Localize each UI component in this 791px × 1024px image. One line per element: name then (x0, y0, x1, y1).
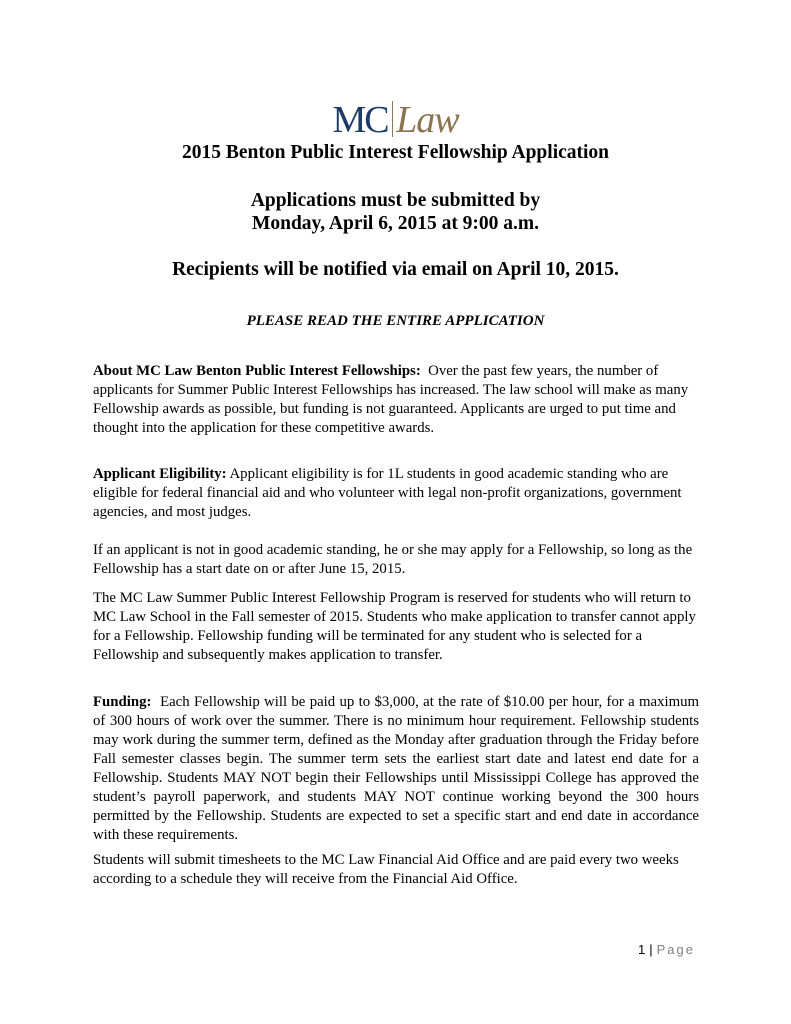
notification-line: Recipients will be notified via email on April 10, 2015. (172, 259, 619, 280)
funding-paragraph-2: Students will submit timesheets to the MC Law Financial Aid Office and are paid every two weeks according to a schedule they will receive from the Financial Aid Office. (93, 852, 679, 887)
funding-heading: Funding: (93, 694, 152, 710)
logo-mc-text: MC (332, 99, 388, 141)
page-number: 1 (638, 942, 646, 957)
eligibility-paragraph-3: The MC Law Summer Public Interest Fellowship Program is reserved for students who will return to MC Law School in the Fall semester of 2015. Students who make application to transfer cannot apply for a Fellowship. Fellowship funding will be terminated for any student who is selected for a Fellowship and subsequently makes application to transfer. (93, 590, 696, 663)
page-label: Page (656, 942, 695, 957)
about-paragraph (93, 362, 699, 438)
eligibility-paragraph (93, 465, 699, 522)
eligibility-text: Applicant eligibility is for 1L students in good academic standing who are eligible for federal financial aid and who volunteer with legal non-profit organizations, government agencies, and most judges. (93, 466, 682, 520)
eligibility-heading: Applicant Eligibility: (93, 466, 227, 482)
logo-divider (392, 101, 394, 137)
page-footer (638, 942, 695, 957)
deadline-line-1: Applications must be submitted by (250, 190, 541, 211)
read-notice: PLEASE READ THE ENTIRE APPLICATION (246, 313, 545, 329)
funding-paragraph (93, 693, 699, 845)
about-heading: About MC Law Benton Public Interest Fellowships: (93, 363, 421, 379)
logo-law-text: Law (396, 99, 459, 141)
deadline-line-2: Monday, April 6, 2015 at 9:00 a.m. (251, 213, 540, 234)
mc-law-logo (0, 96, 791, 139)
about-text: Over the past few years, the number of applicants for Summer Public Interest Fellowships has increased. The law school will make as many Fellowship awards as possible, but funding is not guaranteed. Applicants are urged to put time and thought into the application for these competitive awards. (93, 363, 689, 436)
funding-text: Each Fellowship will be paid up to $3,000, at the rate of $10.00 per hour, for a maximum of 300 hours of work over the summer. There is no minimum hour requirement. Fellowship students may work during the summer term, defined as the Monday after graduation through the Friday before Fall semester classes begin. The summer term sets the earliest start date and latest end date for a Fellowship. Students MAY NOT begin their Fellowships until Mississippi College has approved the student’s payroll paperwork, and students MAY NOT continue working beyond the 300 hours permitted by the Fellowship. Students are expected to set a specific start and end date in accordance with these requirements. (93, 694, 699, 843)
eligibility-paragraph-2: If an applicant is not in good academic standing, he or she may apply for a Fellowship, so long as the Fellowship has a start date on or after June 15, 2015. (93, 542, 693, 577)
document-title: 2015 Benton Public Interest Fellowship Application (181, 142, 610, 163)
page-separator: | (649, 942, 653, 957)
